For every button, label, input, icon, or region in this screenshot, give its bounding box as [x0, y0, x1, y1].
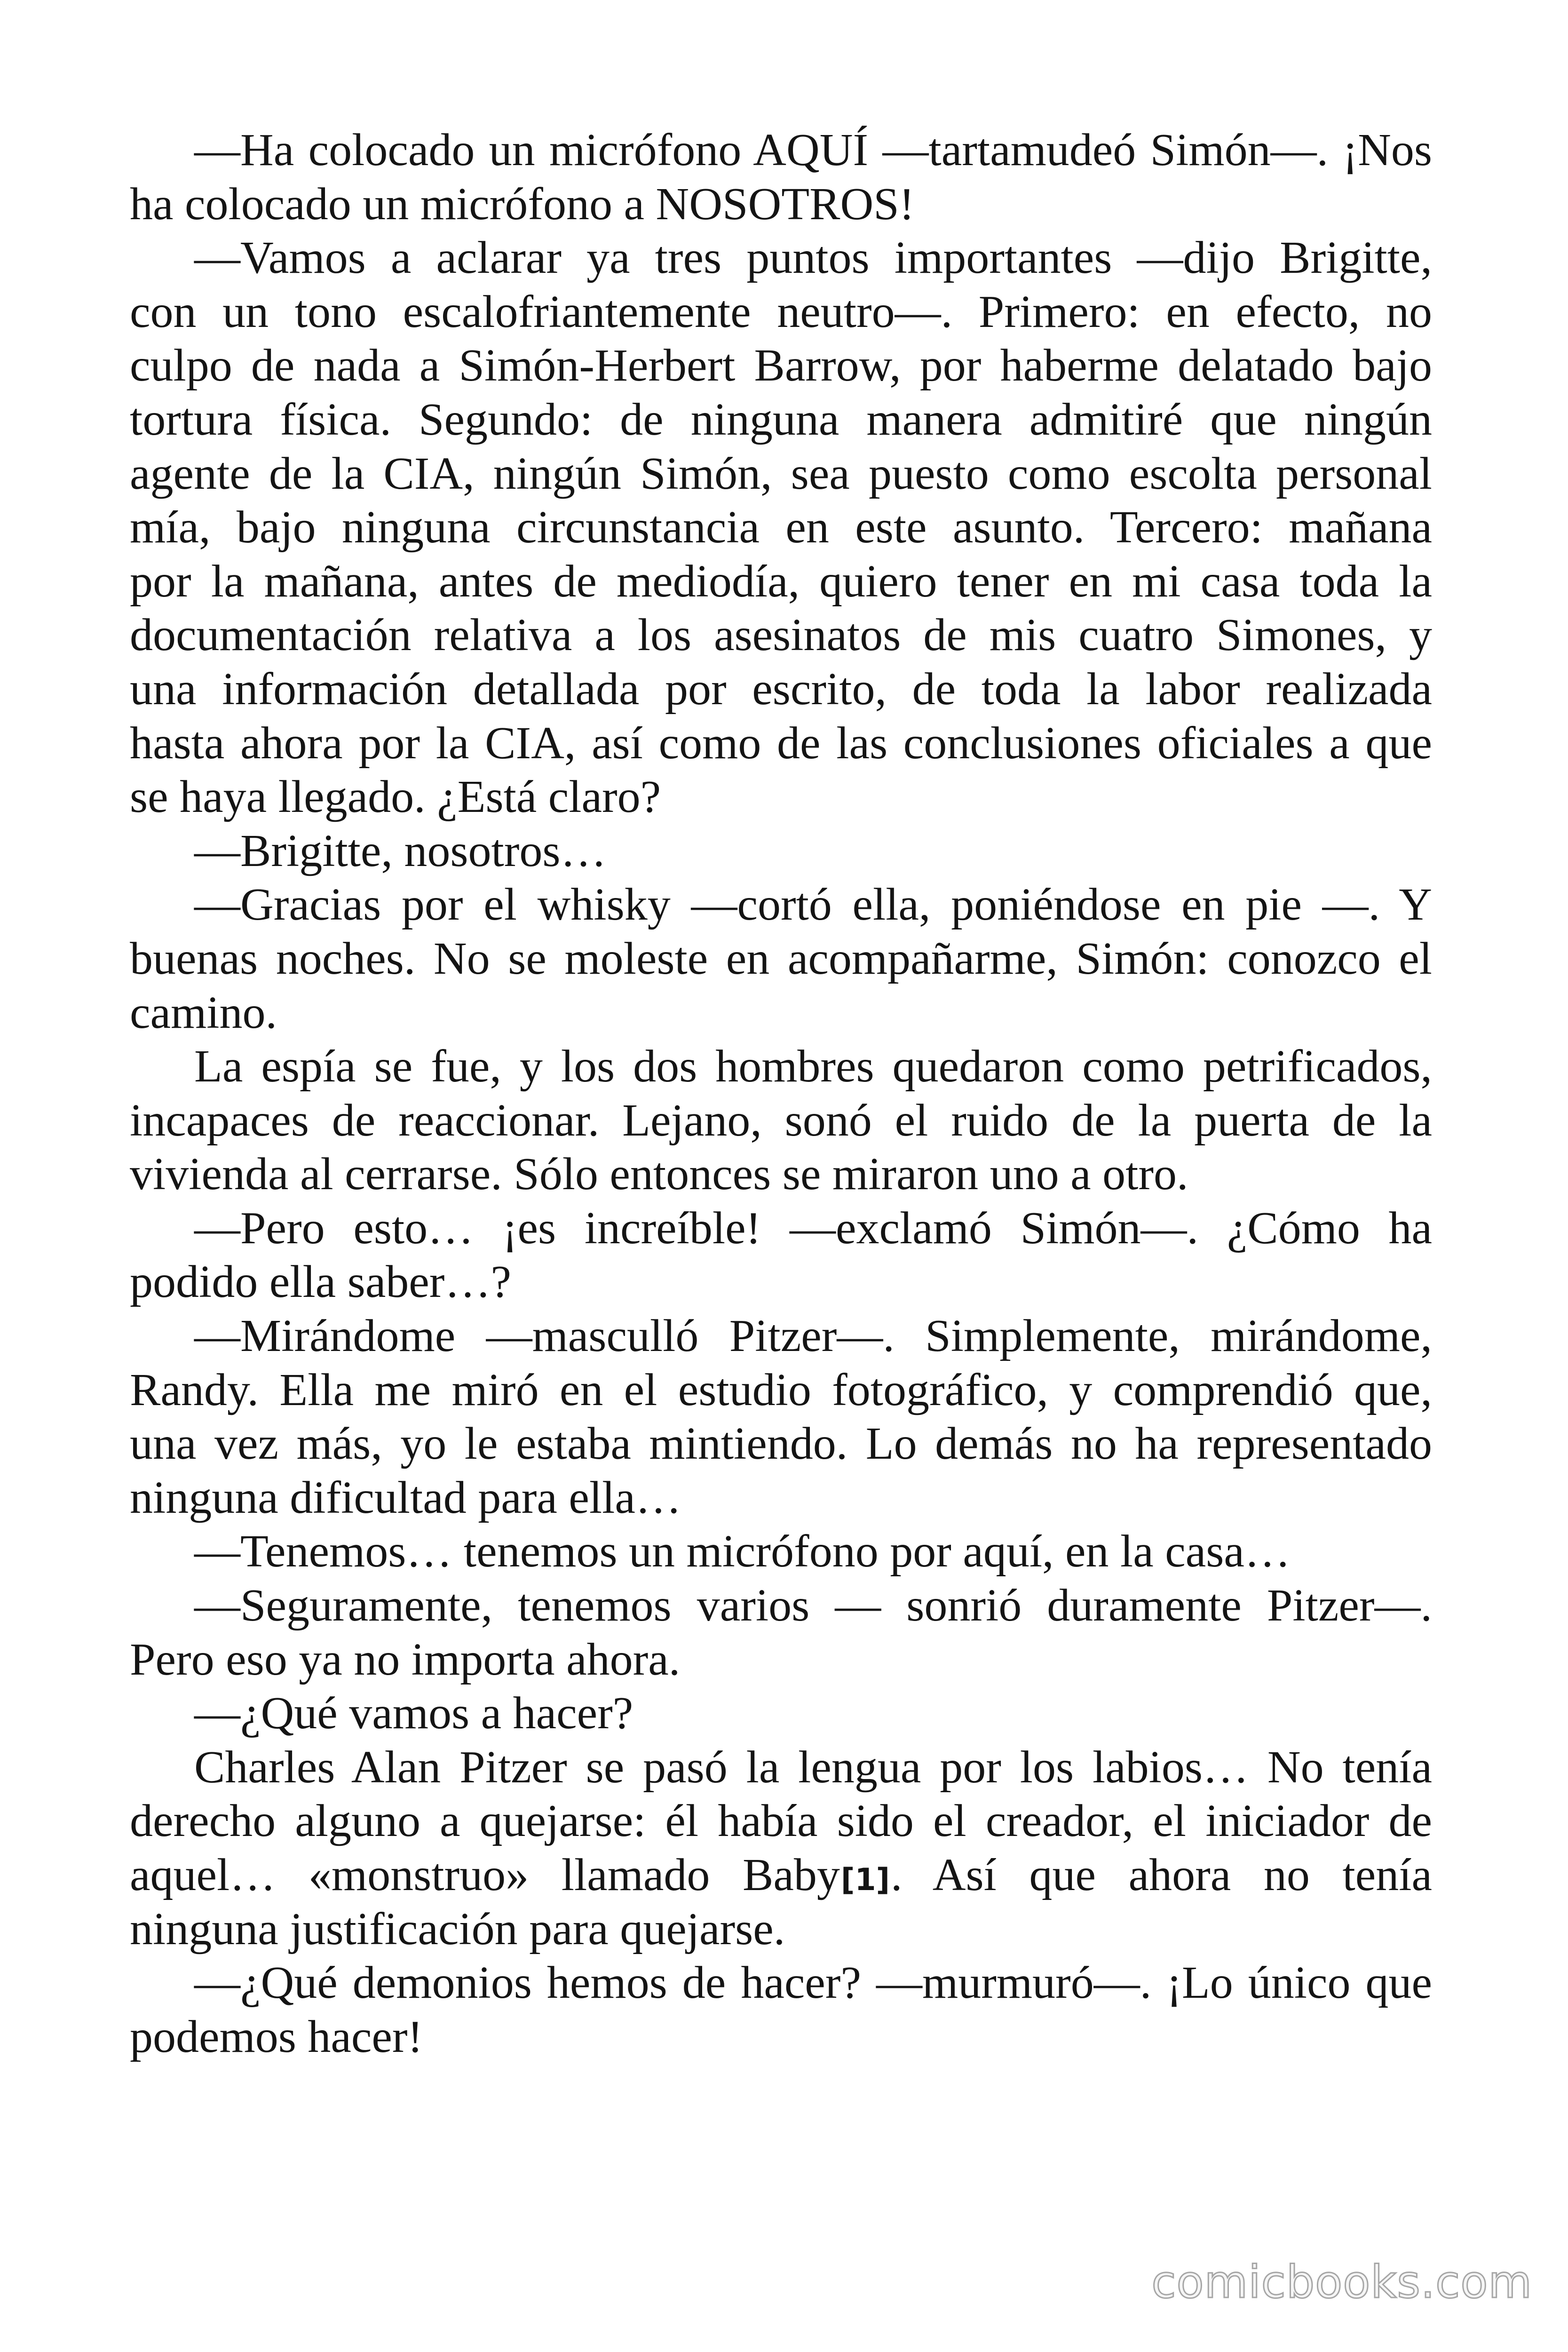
paragraph — [130, 1525, 1432, 1579]
text-line: documentación relativa a los asesinatos de mis cuatro Simones, y — [130, 610, 1432, 661]
text-line — [130, 1848, 1432, 1902]
paragraph — [130, 1201, 1432, 1309]
text-line: —Vamos a aclarar ya tres puntos importantes —dijo Brigitte, — [194, 232, 1432, 284]
paragraph — [130, 1956, 1432, 2064]
paragraph — [130, 824, 1432, 878]
text-line: —Tenemos… tenemos un micrófono por aquí, en la casa… — [194, 1526, 1291, 1577]
text-line: ha colocado un micrófono a NOSOTROS! — [130, 178, 915, 230]
text-line: una información detallada por escrito, de toda la labor realizada — [130, 663, 1432, 715]
text-segment: aquel… «monstruo» llamado Baby — [130, 1850, 840, 1900]
text-line: —Seguramente, tenemos varios — sonrió duramente Pitzer—. — [194, 1580, 1432, 1631]
text-line: por la mañana, antes de mediodía, quiero tener en mi casa toda la — [130, 556, 1432, 607]
text-line: buenas noches. No se moleste en acompañarme, Simón: conozco el — [130, 933, 1432, 984]
text-line: —Pero esto… ¡es increíble! —exclamó Simón—. ¿Cómo ha — [194, 1202, 1432, 1254]
text-line: una vez más, yo le estaba mintiendo. Lo demás no ha representado — [130, 1418, 1432, 1470]
text-line: Charles Alan Pitzer se pasó la lengua por los labios… No tenía — [194, 1741, 1432, 1793]
paragraph — [130, 878, 1432, 1040]
text-line: Pero eso ya no importa ahora. — [130, 1634, 681, 1685]
text-line: —¿Qué vamos a hacer? — [194, 1688, 634, 1739]
text-line: podemos hacer! — [130, 2011, 423, 2062]
text-line: ninguna justificación para quejarse. — [130, 1903, 785, 1955]
text-line: —Mirándome —masculló Pitzer—. Simplemente, mirándome, — [194, 1311, 1432, 1362]
paragraph — [130, 1686, 1432, 1740]
text-line: tortura física. Segundo: de ninguna manera admitiré que ningún — [130, 394, 1432, 445]
paragraph — [130, 123, 1432, 231]
text-line: agente de la CIA, ningún Simón, sea puesto como escolta personal — [130, 448, 1432, 499]
text-line: —Brigitte, nosotros… — [194, 825, 607, 876]
text-line: camino. — [130, 987, 277, 1038]
text-line: derecho alguno a quejarse: él había sido el creador, el iniciador de — [130, 1796, 1432, 1847]
text-line: —¿Qué demonios hemos de hacer? —murmuró—. ¡Lo único que — [194, 1957, 1432, 2009]
watermark: comicbooks.com — [1151, 2257, 1532, 2308]
text-line: incapaces de reaccionar. Lejano, sonó el ruido de la puerta de la — [130, 1095, 1432, 1146]
text-line: —Gracias por el whisky —cortó ella, poniéndose en pie —. Y — [194, 879, 1432, 930]
footnote-ref-link[interactable]: [1] — [840, 1862, 890, 1898]
text-line: podido ella saber…? — [130, 1256, 511, 1308]
paragraph — [130, 1309, 1432, 1525]
paragraph — [130, 1579, 1432, 1686]
text-line: culpo de nada a Simón-Herbert Barrow, por haberme delatado bajo — [130, 340, 1432, 391]
text-segment: . Así que ahora no tenía — [891, 1850, 1432, 1900]
text-line: mía, bajo ninguna circunstancia en este asunto. Tercero: mañana — [130, 502, 1432, 553]
paragraph — [130, 1740, 1432, 1956]
text-line: La espía se fue, y los dos hombres quedaron como petrificados, — [194, 1041, 1432, 1092]
text-line: Randy. Ella me miró en el estudio fotográfico, y comprendió que, — [130, 1364, 1432, 1415]
text-line: con un tono escalofriantemente neutro—. Primero: en efecto, no — [130, 286, 1432, 337]
text-line: hasta ahora por la CIA, así como de las conclusiones oficiales a que — [130, 717, 1432, 769]
text-line: —Ha colocado un micrófono AQUÍ —tartamudeó Simón—. ¡Nos — [194, 125, 1432, 175]
body-text — [130, 123, 1432, 2064]
text-line: se haya llegado. ¿Está claro? — [130, 771, 661, 823]
paragraph — [130, 231, 1432, 824]
text-line: ninguna dificultad para ella… — [130, 1472, 681, 1523]
text-line: vivienda al cerrarse. Sólo entonces se miraron uno a otro. — [130, 1149, 1188, 1200]
paragraph — [130, 1040, 1432, 1201]
